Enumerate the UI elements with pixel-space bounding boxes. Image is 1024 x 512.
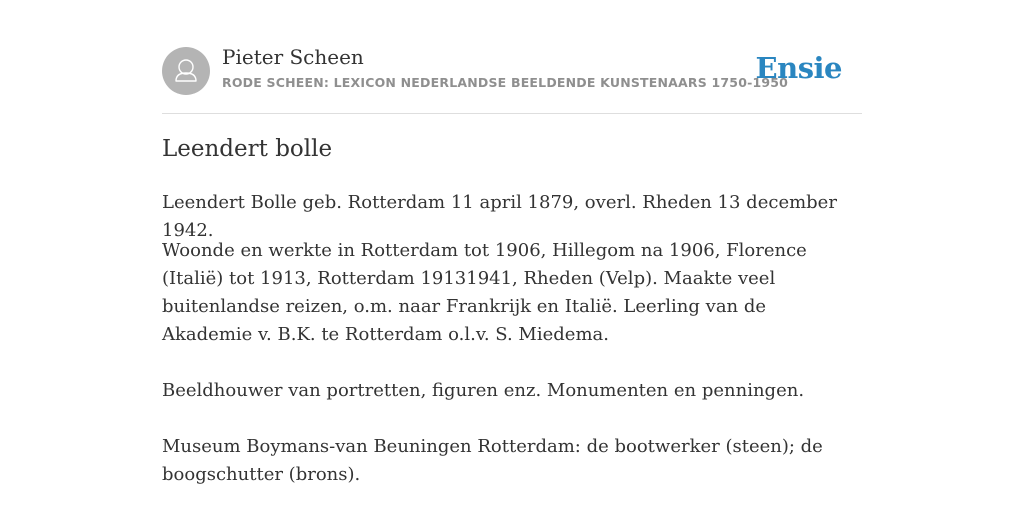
ensie-logo[interactable]: Ensie bbox=[755, 51, 842, 85]
paragraph-biography: Woonde en werkte in Rotterdam tot 1906, Hillegom na 1906, Florence (Italië) tot 1913, Rotterdam 19131941, Rheden (Velp). Maakte veel buitenlandse reizen, o.m. naar Frankrijk en Italië. Leerling van de Akademie v. B.K. te Rotterdam o.l.v. S. Miedema. bbox=[162, 240, 807, 345]
article-title: Leendert bolle bbox=[162, 136, 333, 162]
paragraph-birth-death: Leendert Bolle geb. Rotterdam 11 april 1879, overl. Rheden 13 december 1942. bbox=[162, 192, 837, 241]
source-lexicon[interactable]: RODE SCHEEN: LEXICON NEDERLANDSE BEELDENDE KUNSTENAARS 1750-1950 bbox=[222, 75, 789, 90]
user-icon bbox=[162, 47, 210, 95]
paragraph-collections: Museum Boymans-van Beuningen Rotterdam: de bootwerker (steen); de boogschutter (brons). bbox=[162, 436, 823, 485]
article-header bbox=[162, 0, 862, 114]
paragraph-work: Beeldhouwer van portretten, figuren enz. Monumenten en penningen. bbox=[162, 380, 805, 401]
page bbox=[162, 0, 862, 485]
author-name[interactable]: Pieter Scheen bbox=[222, 45, 364, 69]
author-avatar[interactable] bbox=[162, 47, 210, 95]
